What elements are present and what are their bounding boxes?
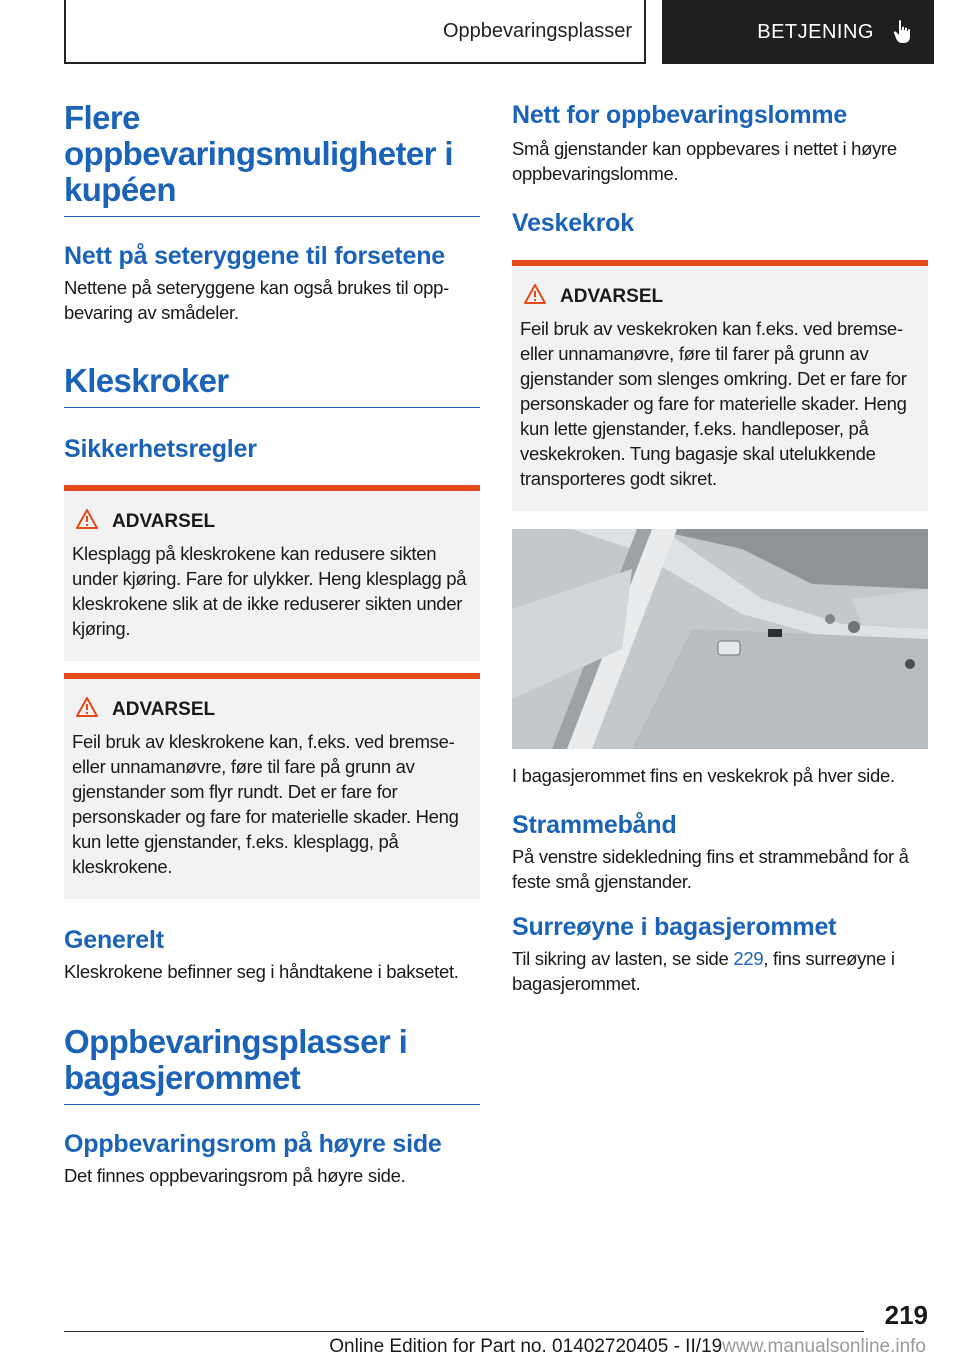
page-link-229[interactable]: 229 bbox=[733, 948, 764, 969]
warning-text: Feil bruk av kleskrokene kan, f.eks. ved bremse- eller unnamanøvre, føre til fare på grunn av gjenstander som flyr rundt. Det er fare for personskader og fare for materielle skader. Heng kun lette gjenstander, f.eks. klesplagg, på kleskrokene. bbox=[72, 731, 459, 877]
header-chapter-title: BETJENING bbox=[757, 20, 874, 43]
footer-divider bbox=[64, 1331, 864, 1332]
heading-right-side-storage: Oppbevaringsrom på høyre side bbox=[64, 1130, 442, 1158]
heading-coat-hooks: Kleskroker bbox=[64, 363, 480, 408]
heading-trunk-storage: Oppbevaringsplasser i bagasjerommet bbox=[64, 1024, 480, 1105]
edition-text: Online Edition for Part no. 01402720405 - II/19 bbox=[329, 1336, 723, 1357]
header-chapter-tab bbox=[662, 0, 934, 64]
warning-title: ADVARSEL bbox=[112, 699, 216, 720]
warning-text: Klesplagg på kleskrokene kan redusere sikten under kjøring. Fare for ulykker. Heng klesplagg på kleskrokene slik at de ikke reduserer sikten under kjøring. bbox=[72, 543, 467, 639]
heading-more-storage: Flere oppbevaringsmuligheter i kupéen bbox=[64, 100, 480, 217]
text-lashing-eyes-pre: Til sikring av lasten, se side bbox=[512, 948, 734, 969]
header-section-tab bbox=[64, 0, 646, 64]
page-number: 219 bbox=[884, 1300, 928, 1330]
heading-general: Generelt bbox=[64, 926, 164, 954]
text-right-side-storage: Det finnes oppbevaringsrom på høyre side. bbox=[64, 1165, 406, 1186]
warning-box-coat-hooks-objects bbox=[64, 673, 480, 899]
warning-text: Feil bruk av veskekroken kan f.eks. ved bremse- eller unnamanøvre, føre til farer på grunn av gjenstander som slenges omkring. Det er fare for personskader og fare for materielle skader. Heng kun lette gjenstander, f.eks. handleposer, på veskekroken. Tung bagasje skal utelukkende transporteres godt sikret. bbox=[520, 318, 907, 489]
heading-seatback-nets: Nett på seteryggene til forsetene bbox=[64, 242, 446, 270]
trunk-bag-hook-photo bbox=[512, 529, 928, 749]
heading-lashing-eyes: Surreøyne i bagasjerommet bbox=[512, 913, 837, 941]
heading-storage-net: Nett for oppbevaringslomme bbox=[512, 101, 848, 129]
header-section-title: Oppbevaringsplasser bbox=[443, 19, 632, 42]
footer-edition bbox=[329, 1336, 926, 1358]
text-lashing-eyes bbox=[512, 946, 928, 996]
heading-strap: Strammebånd bbox=[512, 811, 677, 839]
warning-title: ADVARSEL bbox=[560, 286, 664, 307]
heading-bag-hook: Veskekrok bbox=[512, 209, 634, 237]
text-bag-hook-location: I bagasjerommet fins en veskekrok på hver side. bbox=[512, 765, 895, 786]
text-strap: På venstre sidekledning fins et strammebånd for å feste små gjenstander. bbox=[512, 846, 909, 892]
warning-triangle-icon bbox=[524, 284, 560, 310]
pointing-hand-icon bbox=[892, 19, 914, 45]
warning-box-bag-hook bbox=[512, 260, 928, 511]
watermark: www.manualsonline.info bbox=[722, 1336, 926, 1357]
warning-triangle-icon bbox=[76, 509, 112, 535]
right-column bbox=[512, 100, 928, 996]
warning-title: ADVARSEL bbox=[112, 511, 216, 532]
text-lashing-eyes-post: , fins surreøyne i bagasjerommet. bbox=[512, 948, 895, 994]
text-general: Kleskrokene befinner seg i håndtakene i baksetet. bbox=[64, 961, 459, 982]
warning-box-coat-hooks-visibility bbox=[64, 485, 480, 661]
text-seatback-nets: Nettene på seteryggene kan også brukes til oppbevaring av smådeler. bbox=[64, 277, 450, 323]
warning-triangle-icon bbox=[76, 697, 112, 723]
text-storage-net: Små gjenstander kan oppbevares i nettet i høyre oppbevaringslomme. bbox=[512, 138, 897, 184]
heading-safety-rules: Sikkerhetsregler bbox=[64, 435, 257, 463]
left-column bbox=[64, 100, 480, 1188]
